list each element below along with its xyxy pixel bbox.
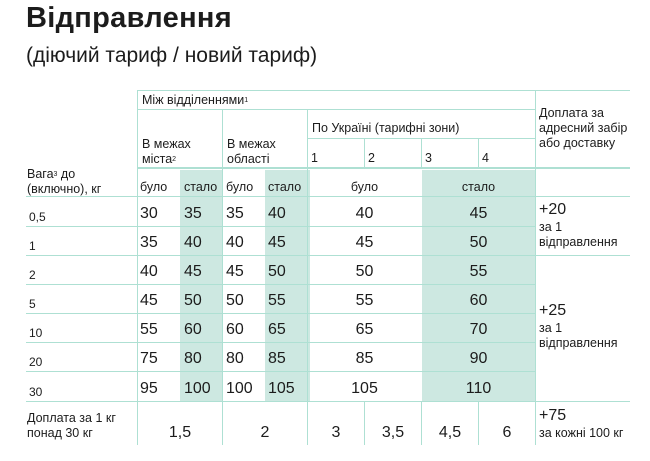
weight-cell: 2 <box>29 268 36 282</box>
region-was-cell: 50 <box>226 292 244 309</box>
vrule-zone2 <box>364 138 365 167</box>
ukraine-was-cell: 50 <box>355 263 374 280</box>
page-subtitle: (діючий тариф / новий тариф) <box>26 44 318 67</box>
region-now-label: стало <box>268 180 302 194</box>
city-now-cell: 60 <box>184 321 202 338</box>
city-was-cell: 30 <box>140 205 158 222</box>
region-now-cell: 85 <box>268 350 286 367</box>
rule-top <box>137 90 630 91</box>
region-now-cell: 45 <box>268 234 286 251</box>
weight-cell: 30 <box>29 385 43 399</box>
city-now-label: стало <box>184 180 218 194</box>
region-now-cell: 65 <box>268 321 286 338</box>
surcharge-group1-text: за 1 відправлення <box>539 220 618 249</box>
ukraine-was-cell: 40 <box>355 205 374 222</box>
city-now-cell: 35 <box>184 205 202 222</box>
rule-row-6 <box>26 371 536 372</box>
ukraine-now-cell: 55 <box>469 263 488 280</box>
city-was-cell: 75 <box>140 350 158 367</box>
ukraine-was-cell: 65 <box>355 321 374 338</box>
vrule-city <box>222 109 223 445</box>
region-was-cell: 45 <box>226 263 244 280</box>
region-was-label: було <box>226 180 254 194</box>
ukraine-was-label: було <box>350 180 379 194</box>
city-now-cell: 40 <box>184 234 202 251</box>
city-now-cell: 100 <box>184 380 211 397</box>
surcharge-group3-text: за кожні 100 кг <box>539 426 624 440</box>
rule-row-1 <box>26 226 536 227</box>
vrule-zone3 <box>421 138 422 167</box>
rule-header-bottom <box>137 167 630 169</box>
city-was-cell: 35 <box>140 234 158 251</box>
ukraine-now-cell: 50 <box>469 234 488 251</box>
header-zone-3: 3 <box>425 151 432 165</box>
city-was-cell: 45 <box>140 292 158 309</box>
header-weight: Вага$^3$ до (включно), кг <box>27 167 102 196</box>
region-was-cell: 100 <box>226 380 253 397</box>
header-zone-4: 4 <box>482 151 489 165</box>
rule-row-2 <box>26 255 630 256</box>
extra-zone-3: 4,5 <box>438 424 462 441</box>
city-was-cell: 95 <box>140 380 158 397</box>
header-surcharge: Доплата за адресний забір або доставку <box>539 106 628 150</box>
city-now-cell: 45 <box>184 263 202 280</box>
ukraine-was-cell: 55 <box>355 292 374 309</box>
ukraine-now-label: стало <box>461 180 496 194</box>
header-between-branches: Між відділеннями$^1$ <box>142 93 249 107</box>
region-was-cell: 35 <box>226 205 244 222</box>
surcharge-group3-value: +75 <box>539 407 567 424</box>
vrule-weight <box>137 90 138 445</box>
rule-row-4 <box>26 313 536 314</box>
weight-cell: 20 <box>29 355 43 369</box>
city-was-cell: 55 <box>140 321 158 338</box>
header-ukraine: По Україні (тарифні зони) <box>312 121 460 135</box>
rule-extra <box>26 401 630 402</box>
city-now-cell: 80 <box>184 350 202 367</box>
surcharge-group2-value: +25 <box>539 302 567 319</box>
region-was-cell: 60 <box>226 321 244 338</box>
ukraine-now-cell: 90 <box>469 350 488 367</box>
surcharge-group2-text: за 1 відправлення <box>539 321 618 350</box>
header-region: В межах області <box>227 137 276 166</box>
ukraine-now-cell: 60 <box>469 292 488 309</box>
region-was-cell: 40 <box>226 234 244 251</box>
extra-label: Доплата за 1 кг понад 30 кг <box>27 411 116 440</box>
header-zone-1: 1 <box>311 151 318 165</box>
city-was-cell: 40 <box>140 263 158 280</box>
ukraine-was-cell: 45 <box>355 234 374 251</box>
weight-cell: 5 <box>29 297 36 311</box>
city-was-label: було <box>140 180 168 194</box>
region-now-cell: 105 <box>268 380 295 397</box>
extra-zone-4: 6 <box>502 424 512 441</box>
ukraine-was-cell: 105 <box>351 380 378 397</box>
region-was-cell: 80 <box>226 350 244 367</box>
extra-zone-2: 3,5 <box>381 424 405 441</box>
region-now-cell: 55 <box>268 292 286 309</box>
extra-region: 2 <box>260 424 270 441</box>
rule-row-3 <box>26 284 536 285</box>
vrule-zone4 <box>478 138 479 167</box>
ukraine-now-cell: 70 <box>469 321 488 338</box>
ukraine-now-cell: 45 <box>469 205 488 222</box>
extra-city: 1,5 <box>168 424 192 441</box>
weight-cell: 1 <box>29 239 36 253</box>
extra-zone-1: 3 <box>331 424 341 441</box>
rule-row-5 <box>26 342 536 343</box>
ukraine-now-cell: 110 <box>465 380 492 397</box>
surcharge-group1-value: +20 <box>539 201 567 218</box>
region-now-cell: 50 <box>268 263 286 280</box>
page-title: Відправлення <box>26 2 232 34</box>
weight-cell: 0,5 <box>29 210 46 224</box>
header-zone-2: 2 <box>368 151 375 165</box>
rule-branches <box>137 109 535 110</box>
city-now-cell: 50 <box>184 292 202 309</box>
region-now-cell: 40 <box>268 205 286 222</box>
vrule-surcharge <box>535 90 536 445</box>
weight-cell: 10 <box>29 326 43 340</box>
header-city: В межах міста$^2$ <box>142 137 191 166</box>
ukraine-was-cell: 85 <box>355 350 374 367</box>
